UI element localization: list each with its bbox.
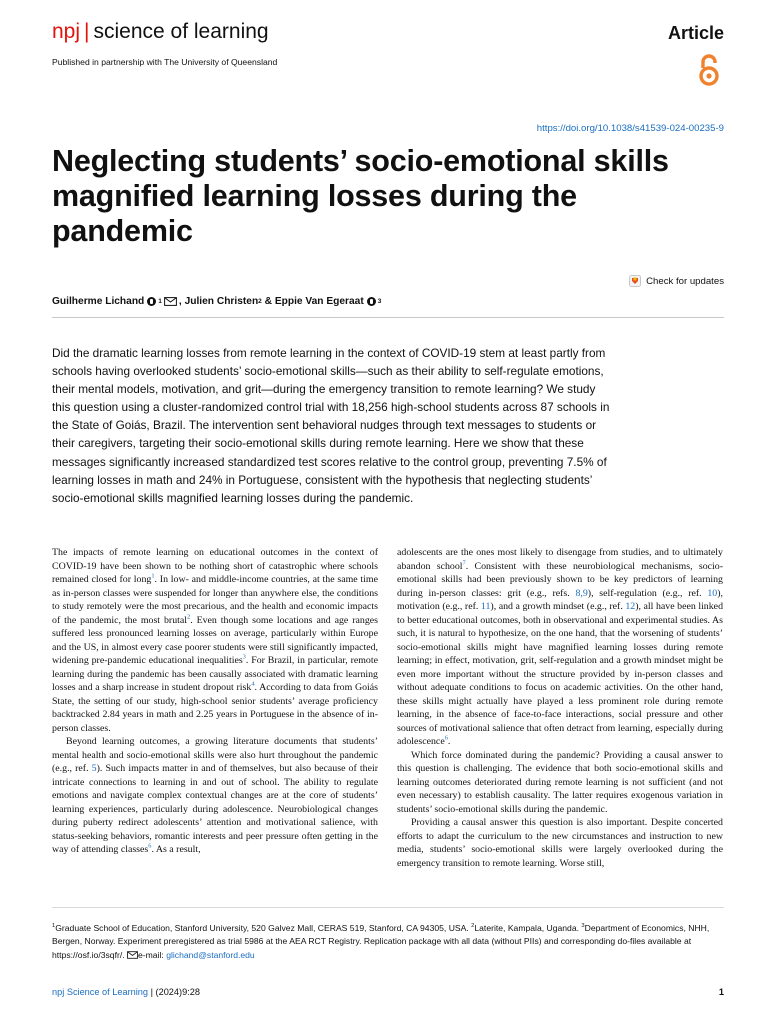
journal-brand[interactable] bbox=[52, 20, 269, 44]
check-updates-button[interactable] bbox=[629, 275, 724, 287]
footnote-divider bbox=[52, 907, 724, 908]
body-paragraph: adolescents are the ones most likely to disengage from studies, and to ultimately abandon school$^7$. Consistent with these neurobiological mechanisms, socio-emotional skills had been previously shown to be key predictors of learning during in-person classes: grit (e.g., refs. 8,9), self-regulation (e.g., ref. 10), motivation (e.g., ref. 11), and a growth mindset (e.g., ref. 12), all have been linked to better educational outcomes, both in observational and experimental studies. As such, it is natural to hypothesize, on the one hand, that the worsening of students’ socio-emotional skills might have magnified learning losses during remote learning; in effect, motivation, grit, self-regulation and a growth mindset might be even more important without the structure provided by in-person classes and without adequate conditions to focus on academic activities. On the other hand, these skills might actually have played a less prominent role during remote learning, in the absence of face-to-face interactions, social pressure and other sources of motivational salience that often detract from learning, especially during adolescence$^6$. bbox=[397, 547, 724, 747]
body-paragraph: Which force dominated during the pandemic? Providing a causal answer to this question is challenging. The evidence that both socio-emotional skills and learning outcomes deteriorated during remote learning is not sufficient (and not even necessary) to establish causality. The latter requires exogenous variation in students’ socio-emotional skills during the pandemic. bbox=[397, 749, 723, 815]
body-column-right bbox=[397, 546, 723, 870]
author-name[interactable]: Eppie Van Egeraat bbox=[274, 296, 364, 307]
affiliations-footnote: $^1$Graduate School of Education, Stanford University, 520 Galvez Mall, CERAS 519, Stanford, CA 94305, USA. $^2$Laterite, Kampala, Uganda. $^3$Department of Economics, NHH, Bergen, Norway. Experiment preregistered as trial 5986 at the AEA RCT Registry. Replication package with all data (without PIIs) and corresponding do-files available at https://osf.io/3sqfr/. e-mail: glichand@stanford.edu bbox=[52, 923, 710, 960]
citation-link[interactable]: 10 bbox=[707, 587, 718, 599]
body-paragraph: The impacts of remote learning on educational outcomes in the context of COVID-19 have been shown to be nothing short of catastrophic where schools remained closed for long$^1$. In low- and middle-income countries, at the same time as in-person classes were suspended for longer than anywhere else, the conditions to study remotely were the most precarious, and the health and economic impacts of the pandemic, the most brutal$^2$. Even though some locations and age ranges suffered less pronounced learning losses on average, particularly within Europe and the US, in almost every case poorer students were still significantly impacted, widening pre-pandemic educational inequalities$^3$. For Brazil, in particular, remote learning during the pandemic has been causally associated with dramatic learning losses and a sharp increase in student dropout risk$^4$. According to data from Goiás State, the setting of our study, high-school senior students’ average proficiency backtracked 2.84 years in math and 2.25 years in Portuguese in the absence of in-person classes. bbox=[52, 547, 378, 734]
citation-link[interactable]: 2 bbox=[187, 613, 191, 621]
orcid-icon[interactable] bbox=[147, 297, 156, 306]
body-paragraph: Providing a causal answer this question is also important. Despite concerted efforts to adapt the curriculum to the new circumstances and instruction to new media, students’ socio-emotional skills were largely overlooked during the emergency transition to remote learning. Worse still, bbox=[397, 817, 723, 869]
check-updates-icon bbox=[629, 275, 641, 287]
body-paragraph: Beyond learning outcomes, a growing literature documents that students’ mental health and socio-emotional skills were also hurt throughout the pandemic (e.g., ref. 5). Such impacts matter in and of themselves, but also because of their intricate connections to learning in and out of school. The ability to regulate emotions and navigate complex contextual changes are at the core of students’ learning experiences, particularly during adolescence. Neurobiological changes during puberty redirect adolescents’ attention and motivational salience, with status-seeking behaviors, romantic interests and peer pressure often getting in the way of attending classes$^6$. As a result, bbox=[52, 736, 378, 855]
email-link[interactable]: glichand@stanford.edu bbox=[166, 949, 255, 960]
citation-link[interactable]: 4 bbox=[251, 680, 255, 688]
envelope-icon bbox=[127, 951, 138, 959]
author-affiliation: 3 bbox=[377, 298, 382, 305]
abstract: Did the dramatic learning losses from remote learning in the context of COVID-19 stem at least partly from schools having overlooked students’ socio-emotional skills—such as their ability to self-regulate emotions, their mental models, motivation, and grit—during the emergency transition to remote learning? We study this question using a cluster-randomized control trial with 18,256 high-school students across 87 schools in the State of Goiás, Brazil. The intervention sent behavioral nudges through text messages to students or their caregivers, targeting their socio-emotional skills during remote learning. Here we show that these messages significantly increased standardized test scores relative to the control group, preventing 7.5% of learning losses in math and 24% in Portuguese, consistent with the hypothesis that neglecting students’ socio-emotional skills magnified learning losses during the pandemic. bbox=[52, 346, 610, 505]
doi-link[interactable]: https://doi.org/10.1038/s41539-024-00235-9 bbox=[536, 123, 724, 134]
author-list bbox=[52, 296, 381, 307]
author-separator: & bbox=[261, 296, 275, 307]
body-column-left bbox=[52, 546, 378, 857]
journal-name: science of learning bbox=[93, 20, 269, 43]
journal-divider: | bbox=[84, 20, 90, 43]
citation-link[interactable]: 1 bbox=[151, 572, 155, 580]
citation-link[interactable]: 11 bbox=[480, 601, 491, 612]
envelope-icon[interactable] bbox=[164, 297, 177, 306]
citation-link[interactable]: 3 bbox=[242, 653, 246, 661]
divider bbox=[52, 317, 724, 318]
author-affiliation: 2 bbox=[258, 298, 262, 305]
open-access-icon bbox=[698, 54, 720, 88]
author-name[interactable]: Guilherme Lichand bbox=[52, 296, 145, 307]
citation-link[interactable]: 5 bbox=[91, 763, 97, 774]
footer-citation bbox=[52, 987, 200, 997]
author-affiliation: 1 bbox=[158, 298, 162, 305]
citation-link[interactable]: 8,9 bbox=[575, 587, 588, 599]
article-type: Article bbox=[667, 23, 724, 43]
citation-link[interactable]: 12 bbox=[625, 601, 636, 612]
article-title: Neglecting students’ socio-emotional skills magnified learning losses during the pandemic bbox=[52, 144, 669, 248]
orcid-icon[interactable] bbox=[367, 297, 376, 306]
page-number: 1 bbox=[718, 987, 724, 997]
author-separator: , bbox=[178, 296, 185, 307]
check-updates-label: Check for updates bbox=[646, 275, 724, 287]
journal-npj: npj bbox=[52, 20, 81, 43]
footer-journal-link[interactable]: npj Science of Learning bbox=[52, 987, 149, 997]
author-name[interactable]: Julien Christen bbox=[184, 296, 259, 307]
citation-link[interactable]: 7 bbox=[462, 559, 466, 567]
partnership-note: Published in partnership with The University of Queensland bbox=[52, 57, 278, 67]
citation-link[interactable]: 6 bbox=[148, 842, 152, 850]
footer-citation-text: | (2024)9:28 bbox=[148, 987, 200, 997]
citation-link[interactable]: 6 bbox=[444, 734, 448, 742]
